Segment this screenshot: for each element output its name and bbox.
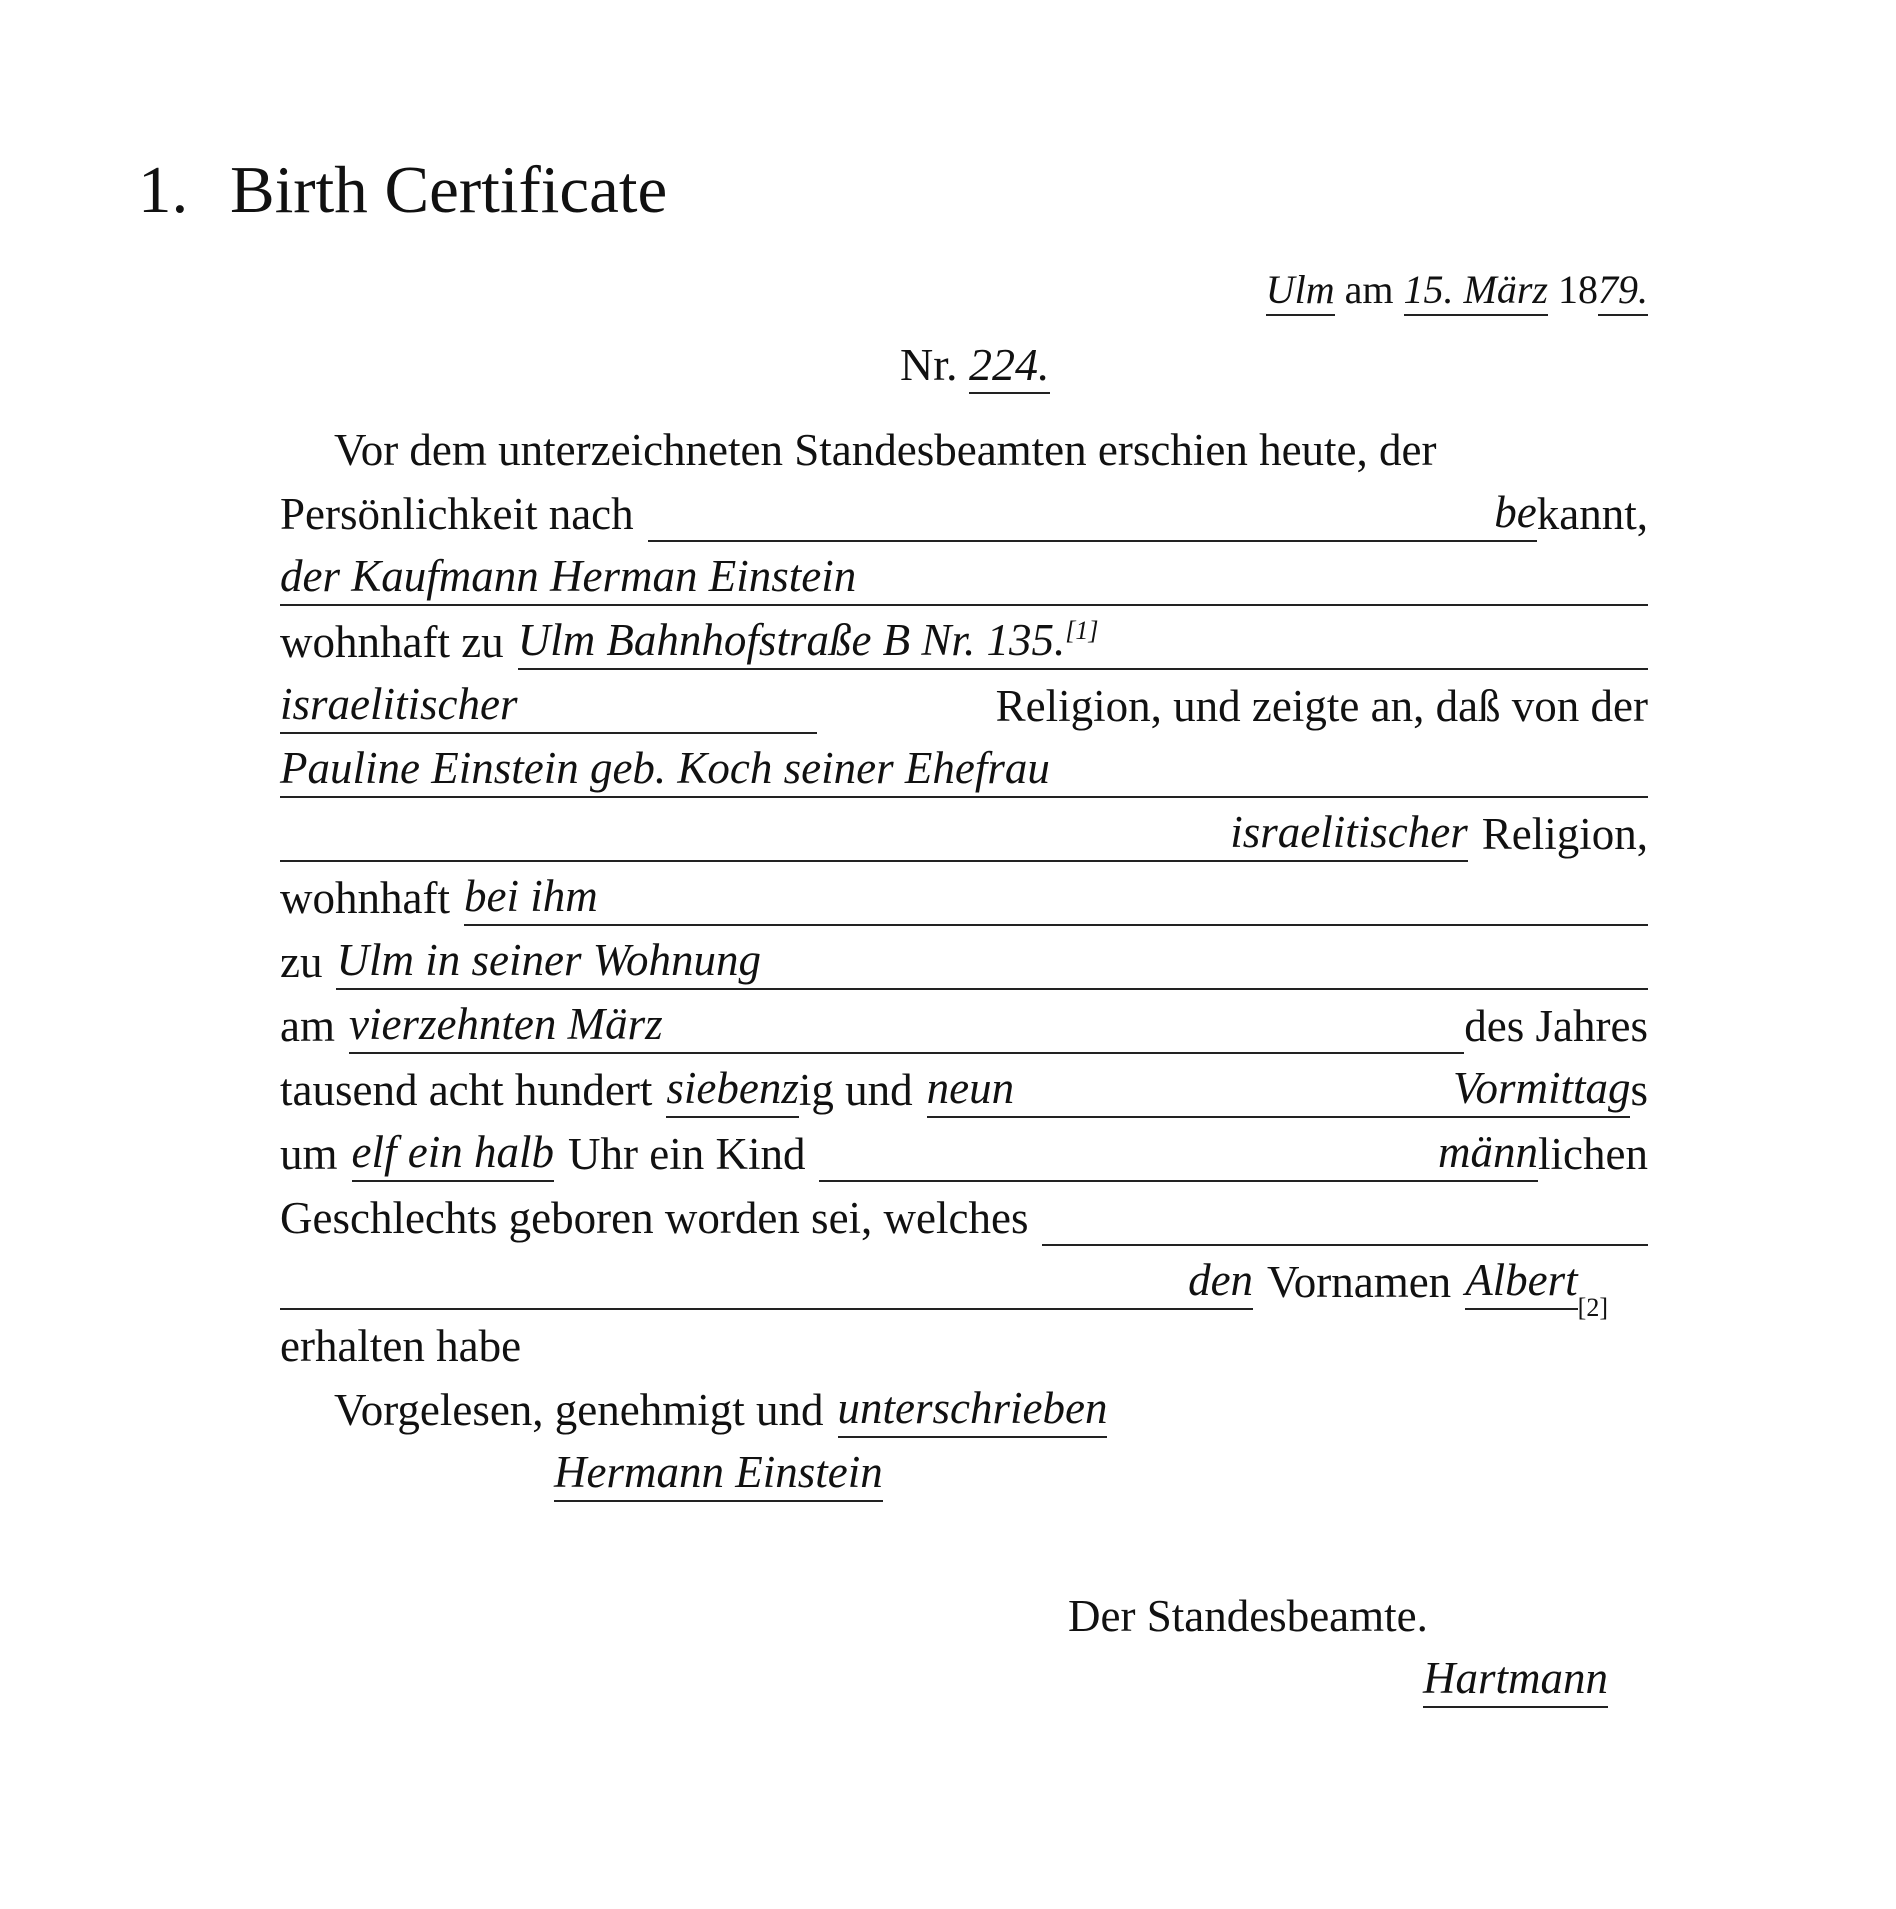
religion-mother: israelitischer	[1230, 806, 1467, 862]
sex: männ	[1438, 1126, 1538, 1182]
personality-be: be	[1494, 486, 1536, 542]
born-text: Geschlechts geboren worden sei, welches	[280, 1193, 1029, 1243]
registrar-signature: Hartmann	[1423, 1652, 1608, 1708]
form-row-name	[280, 1250, 1648, 1322]
registrar-title: Der Standesbeamte.	[1068, 1591, 1428, 1641]
residence: Ulm Bahnhofstraße B Nr. 135.[1]	[518, 614, 1099, 670]
blank-line	[280, 1256, 1188, 1310]
blank-line	[1014, 1064, 1453, 1118]
nr-prefix: Nr.	[900, 339, 958, 390]
registrar-block	[1068, 1580, 1648, 1708]
registrar-title-row	[1068, 1580, 1648, 1644]
form-row-place	[280, 930, 1648, 994]
residence-prefix: wohnhaft zu	[280, 617, 504, 667]
hour-prefix: um	[280, 1129, 338, 1179]
residing: bei ihm	[464, 870, 598, 926]
form-row-residence	[280, 610, 1648, 674]
am-word: am	[1344, 267, 1394, 312]
form-row-residing	[280, 866, 1648, 930]
given-name: Albert	[1465, 1254, 1577, 1310]
name-label: Vornamen	[1267, 1257, 1452, 1307]
registration-number-line	[900, 335, 1320, 395]
name-article: den	[1188, 1254, 1253, 1310]
year-suffix: 79	[1598, 267, 1638, 316]
date-dot: .	[1638, 267, 1648, 316]
sex-suffix: lichen	[1538, 1129, 1648, 1179]
footnote-1: [1]	[1065, 616, 1099, 645]
hour: elf ein halb	[352, 1126, 554, 1182]
form-row-read	[280, 1378, 1648, 1442]
blank-line	[663, 1000, 1465, 1054]
form-row-year	[280, 1058, 1648, 1122]
personality-prefix: Persönlichkeit nach	[280, 489, 634, 539]
on-prefix: am	[280, 1001, 335, 1051]
at-prefix: zu	[280, 937, 323, 987]
registrar-name-row	[1068, 1644, 1648, 1708]
form-row-signature	[280, 1442, 1648, 1506]
form-row-intro	[280, 418, 1648, 482]
blank-line	[856, 552, 1648, 606]
registration-number: 224.	[969, 339, 1050, 394]
form-row-date	[280, 994, 1648, 1058]
footnote-2: [2]	[1577, 1293, 1608, 1322]
time-of-day: Vormittag	[1453, 1062, 1631, 1118]
date: 15. März	[1404, 267, 1548, 316]
form-row-born	[280, 1186, 1648, 1250]
place-date-line	[1000, 262, 1648, 318]
time-of-day-suffix: s	[1630, 1065, 1648, 1115]
blank-line	[648, 488, 1495, 542]
certificate-form	[280, 418, 1648, 1506]
blank-line	[280, 808, 1230, 862]
form-row-personality	[280, 482, 1648, 546]
blank-line	[1042, 1192, 1648, 1246]
form-row-hour	[280, 1122, 1648, 1186]
religion-father: israelitischer	[280, 678, 817, 734]
mother: Pauline Einstein geb. Koch seiner Ehefrau	[280, 742, 1050, 798]
heading-title: Birth Certificate	[230, 153, 668, 227]
hour-suffix: Uhr ein Kind	[567, 1129, 806, 1179]
blank-line	[761, 936, 1648, 990]
religion-text: Religion, und zeigte an, daß von der	[995, 681, 1648, 731]
blank-line	[598, 872, 1648, 926]
form-row-religion-mother	[280, 802, 1648, 866]
year-units: neun	[927, 1062, 1014, 1118]
form-row-mother	[280, 738, 1648, 802]
blank-line	[1050, 744, 1648, 798]
intro-text: Vor dem unterzeichneten Standesbeamten erschien heute, der	[334, 425, 1437, 475]
on-date: vierzehnten März	[349, 998, 663, 1054]
read-text: Vorgelesen, genehmigt und	[334, 1385, 824, 1435]
informant-signature: Hermann Einstein	[554, 1446, 883, 1502]
year-prefix: 18	[1558, 267, 1598, 312]
personality-suffix: kannt,	[1536, 489, 1648, 539]
year-prefix-words: tausend acht hundert	[280, 1065, 653, 1115]
residing-prefix: wohnhaft	[280, 873, 450, 923]
at-place: Ulm in seiner Wohnung	[336, 934, 761, 990]
of-year: des Jahres	[1464, 1001, 1648, 1051]
blank-line	[819, 1128, 1438, 1182]
certificate-heading	[138, 150, 838, 230]
religion-label: Religion,	[1481, 809, 1648, 859]
blank-line	[1098, 616, 1648, 670]
informant: der Kaufmann Herman Einstein	[280, 550, 856, 606]
year-tens-suffix: ig und	[798, 1065, 913, 1115]
signed: unterschrieben	[838, 1382, 1108, 1438]
form-row-informant	[280, 546, 1648, 610]
form-row-received	[280, 1314, 1648, 1378]
form-row-religion-father	[280, 674, 1648, 738]
heading-number: 1.	[138, 153, 189, 227]
place: Ulm	[1266, 267, 1335, 316]
received-text: erhalten habe	[280, 1321, 522, 1371]
year-tens: siebenz	[666, 1062, 798, 1118]
